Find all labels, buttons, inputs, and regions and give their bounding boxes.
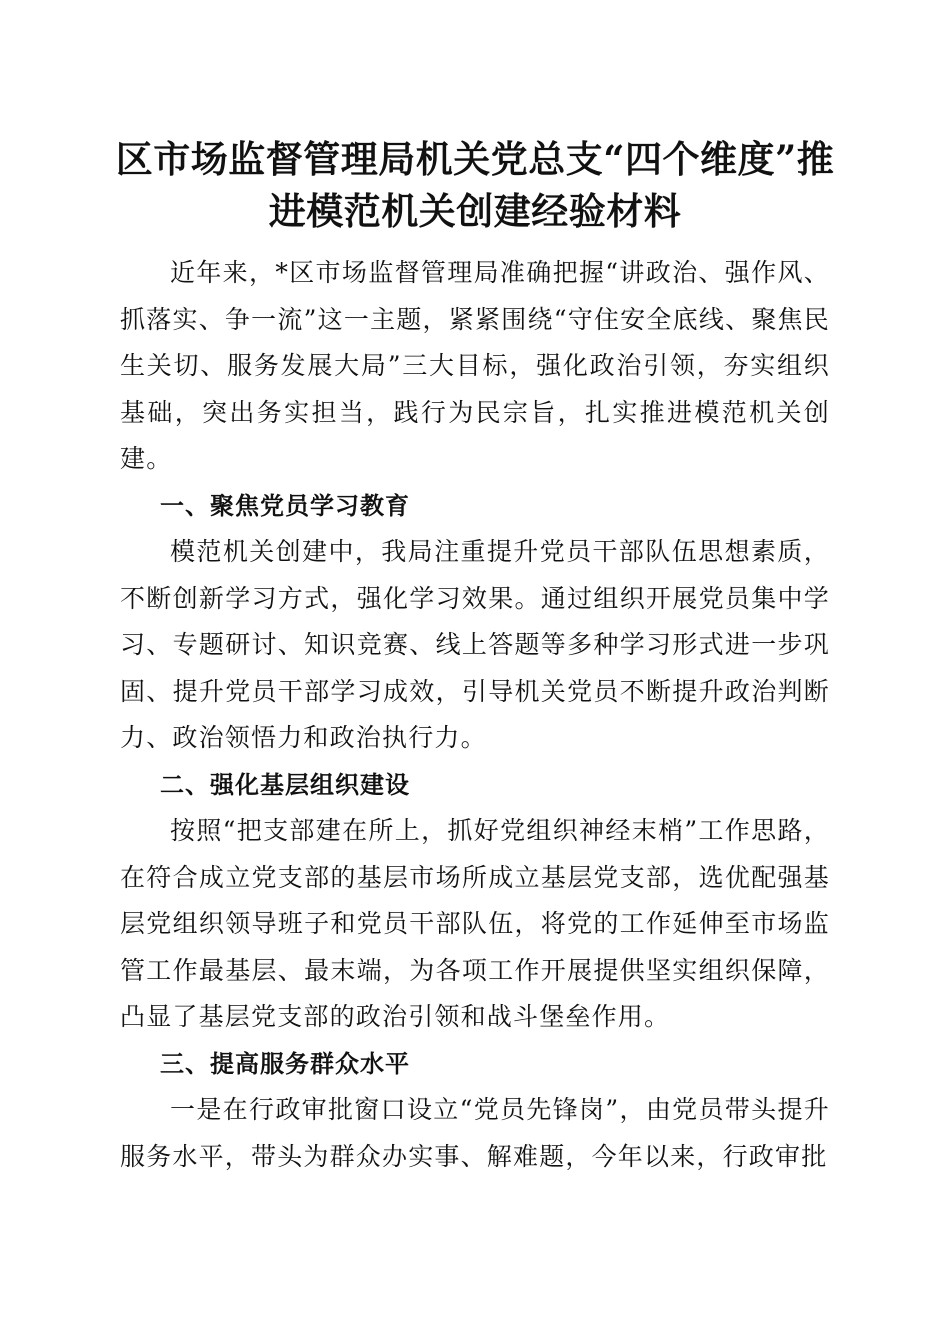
section-paragraph-2: 按照“把支部建在所上，抓好党组织神经末梢”工作思路，在符合成立党支部的基层市场所成立基层党支部，选优配强基层党组织领导班子和党员干部队伍，将党的工作延伸至市场监管工作最基层、最末端，为各项工作开展提供坚实组织保障，凸显了基层党支部的政治引领和战斗堡垒作用。 (120, 816, 830, 1031)
title-line-1: 区市场监督管理局机关党总支“四个维度”推 (115, 137, 835, 181)
section-heading-2: 二、强化基层组织建设 (160, 770, 410, 799)
section-paragraph-3: 一是在行政审批窗口设立“党员先锋岗”，由党员带头提升服务水平，带头为群众办实事、解难题，今年以来，行政审批 (120, 1095, 830, 1171)
section-paragraph-1: 模范机关创建中，我局注重提升党员干部队伍思想素质，不断创新学习方式，强化学习效果。通过组织开展党员集中学习、专题研讨、知识竞赛、线上答题等多种学习形式进一步巩固、提升党员干部学习成效，引导机关党员不断提升政治判断力、政治领悟力和政治执行力。 (120, 537, 830, 752)
document-title (100, 133, 850, 237)
document-body (120, 250, 830, 1180)
title-line-2: 进模范机关创建经验材料 (268, 189, 682, 233)
intro-paragraph: 近年来，*区市场监督管理局准确把握“讲政治、强作风、抓落实、争一流”这一主题，紧紧围绕“守住安全底线、聚焦民生关切、服务发展大局”三大目标，强化政治引领，夯实组织基础，突出务实担当，践行为民宗旨，扎实推进模范机关创建。 (120, 258, 830, 473)
section-heading-1: 一、聚焦党员学习教育 (160, 491, 410, 520)
section-heading-3: 三、提高服务群众水平 (160, 1049, 410, 1078)
